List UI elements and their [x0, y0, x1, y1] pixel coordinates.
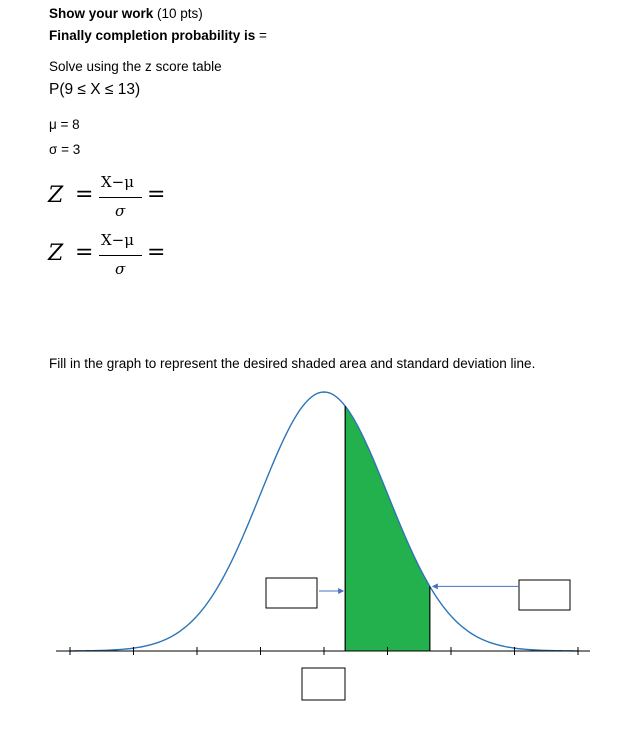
graph-instruction: Fill in the graph to represent the desired shaded area and standard deviation line.	[49, 356, 536, 371]
bell-curve	[70, 392, 578, 651]
fraction-numerator: X−μ	[101, 231, 134, 249]
answer-box-bottom[interactable]	[302, 668, 345, 700]
result-equals: =	[147, 182, 166, 207]
arrow-left-head	[338, 588, 344, 594]
z-equals: =	[75, 182, 94, 207]
mu-value: μ = 8	[49, 117, 80, 132]
points-label: (10 pts)	[153, 6, 203, 21]
fraction-numerator: X−μ	[101, 173, 134, 191]
completion-label: Finally completion probability is	[49, 28, 260, 43]
show-work-label: Show your work	[49, 6, 154, 21]
z-equals: =	[75, 240, 94, 265]
shaded-area	[345, 406, 430, 651]
answer-box-right[interactable]	[519, 580, 570, 610]
z-symbol: Z	[48, 183, 64, 208]
sigma-value: σ = 3	[49, 142, 81, 157]
arrow-right-head	[432, 583, 438, 589]
z-symbol: Z	[48, 241, 64, 266]
answer-box-left[interactable]	[266, 578, 317, 608]
probability-expression: P(9 ≤ X ≤ 13)	[49, 81, 141, 98]
instruction-text: Solve using the z score table	[49, 59, 222, 74]
fraction-denominator: σ	[115, 260, 126, 278]
completion-equals: =	[259, 28, 267, 43]
fraction-denominator: σ	[115, 202, 126, 220]
result-equals: =	[147, 240, 166, 265]
